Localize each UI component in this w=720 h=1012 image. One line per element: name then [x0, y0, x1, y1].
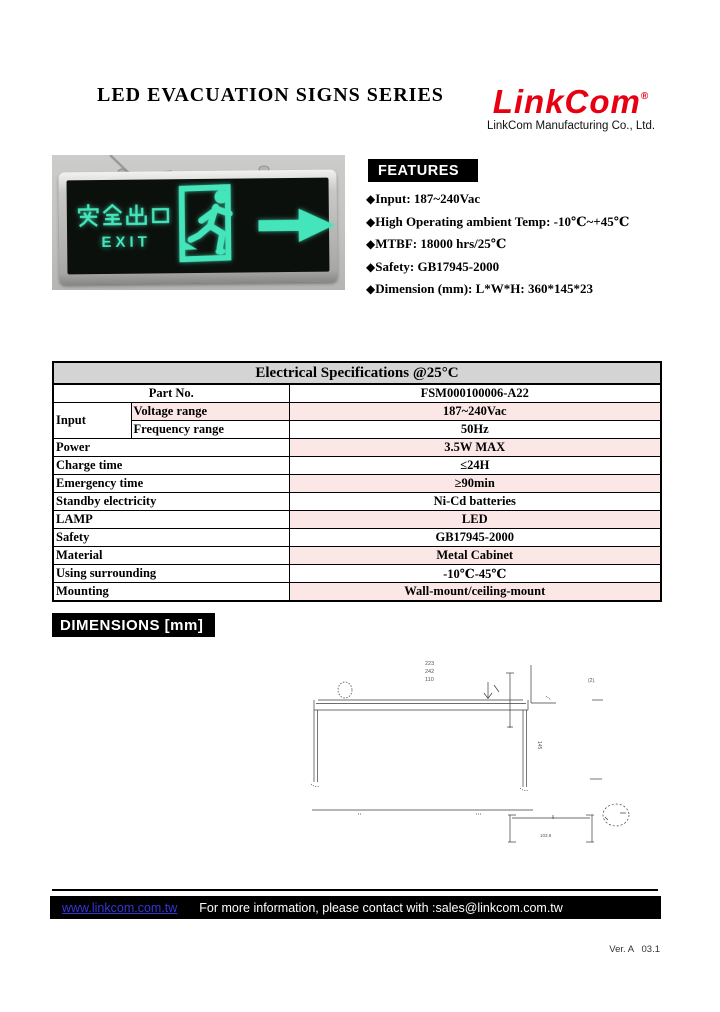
row-value: -10℃-45℃ [289, 565, 661, 583]
spec-table [52, 361, 662, 602]
table-row [53, 475, 661, 493]
feature-text: MTBF: 18000 hrs/25℃ [375, 236, 507, 252]
diamond-bullet-icon: ◆ [366, 214, 376, 229]
table-row [53, 403, 661, 421]
running-man-pictogram [177, 181, 250, 271]
dim-label: 223 [425, 661, 435, 667]
feature-text: Safety: GB17945-2000 [375, 258, 500, 274]
diamond-bullet-icon: ◆ [366, 192, 376, 206]
row-value: 50Hz [289, 421, 661, 439]
row-value: Ni-Cd batteries [289, 493, 661, 511]
diamond-bullet-icon: ◆ [366, 237, 376, 252]
dim-side-label: 145 [536, 741, 542, 750]
company-name: LinkCom Manufacturing Co., Ltd. [486, 120, 656, 132]
footer-contact-text: For more information, please contact with :sales@linkcom.com.tw [199, 900, 563, 915]
row-label: Mounting [53, 583, 289, 602]
row-value: 3.5W MAX [289, 439, 661, 457]
website-link[interactable]: www.linkcom.com.tw [62, 900, 178, 915]
direction-arrow [257, 200, 340, 254]
table-row [53, 439, 661, 457]
table-header-row [53, 362, 661, 384]
row-value: Wall-mount/ceiling-mount [289, 583, 661, 602]
feature-item [366, 211, 676, 234]
dimension-drawing [290, 648, 660, 888]
table-row [53, 529, 661, 547]
table-title: Electrical Specifications @25°C [53, 362, 661, 384]
row-label: Part No. [53, 384, 289, 403]
feature-text: High Operating ambient Temp: -10℃~+45℃ [375, 213, 630, 229]
table-row [53, 421, 661, 439]
exit-sign [58, 170, 337, 285]
sign-text-cn [77, 203, 171, 227]
row-label: Material [53, 547, 289, 565]
row-label: Standby electricity [53, 493, 289, 511]
row-label: LAMP [53, 511, 289, 529]
table-row [53, 493, 661, 511]
company-logo [476, 80, 666, 132]
row-value: LED [289, 511, 661, 529]
row-label: Power [53, 439, 289, 457]
feature-item [366, 256, 676, 279]
row-label: Charge time [53, 457, 289, 475]
dim-callout-label: (2). [588, 678, 596, 684]
row-value: 187~240Vac [289, 403, 661, 421]
registered-trademark-icon: ® [640, 91, 650, 102]
sign-panel [67, 178, 330, 275]
running-man-icon [190, 206, 229, 249]
table-row [53, 457, 661, 475]
row-label: Using surrounding [53, 565, 289, 583]
row-value: ≥90min [289, 475, 661, 493]
input-group-label: Input [53, 403, 131, 439]
version-label: Ver. A 03.1 [609, 944, 660, 955]
feature-item [366, 278, 676, 301]
row-value: ≤24H [289, 457, 661, 475]
feature-text: Input: 187~240Vac [375, 191, 481, 206]
row-label: Safety [53, 529, 289, 547]
sign-text-en: EXIT [101, 232, 151, 251]
table-row [53, 565, 661, 583]
feature-item [366, 233, 676, 256]
right-arrow-icon [258, 208, 334, 242]
table-row [53, 384, 661, 403]
row-value: GB17945-2000 [289, 529, 661, 547]
table-row [53, 547, 661, 565]
diamond-bullet-icon: ◆ [366, 282, 376, 297]
row-label: Voltage range [131, 403, 289, 421]
footer-bar [50, 896, 661, 919]
table-row [53, 583, 661, 602]
footer-divider [52, 889, 658, 891]
logo-wordmark [476, 80, 666, 119]
page-title: LED EVACUATION SIGNS SERIES [97, 84, 444, 106]
features-heading: FEATURES [368, 159, 478, 182]
features-list [366, 188, 676, 301]
row-value: FSM000100006-A22 [289, 384, 661, 403]
table-row [53, 511, 661, 529]
dim-label: 242 [425, 669, 435, 675]
feature-text: Dimension (mm): L*W*H: 360*145*23 [375, 281, 593, 297]
diamond-bullet-icon: ◆ [366, 259, 376, 274]
feature-item [366, 188, 676, 211]
logo-text: LinkCom [492, 83, 641, 120]
dim-bracket-label: 103.8 [540, 833, 552, 838]
dimensions-heading: DIMENSIONS [mm] [52, 613, 215, 637]
sign-chinese-text-block [77, 203, 171, 251]
row-label: Emergency time [53, 475, 289, 493]
row-value: Metal Cabinet [289, 547, 661, 565]
dim-label: 110 [425, 677, 434, 683]
product-photo [52, 155, 345, 290]
row-label: Frequency range [131, 421, 289, 439]
